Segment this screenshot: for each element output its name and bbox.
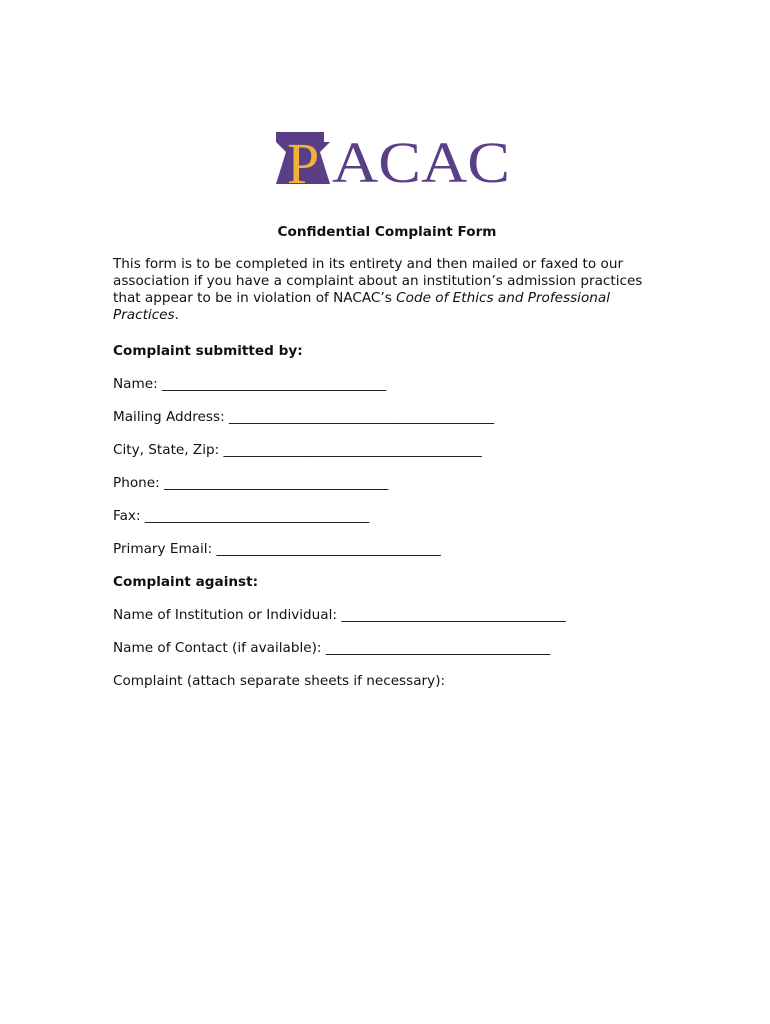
- mailing-address-field[interactable]: [113, 409, 661, 426]
- phone-blank[interactable]: _________________________________: [164, 475, 389, 491]
- logo-letters-acac: ACAC: [332, 130, 510, 188]
- city-state-zip-blank[interactable]: ______________________________________: [223, 442, 482, 458]
- name-label: Name:: [113, 376, 158, 392]
- contact-name-blank[interactable]: _________________________________: [325, 640, 551, 656]
- fax-field[interactable]: [113, 508, 661, 525]
- mailing-address-label: Mailing Address:: [113, 409, 225, 425]
- fax-label: Fax:: [113, 508, 141, 524]
- complaint-form: [113, 224, 661, 706]
- primary-email-blank[interactable]: _________________________________: [216, 541, 441, 557]
- phone-label: Phone:: [113, 475, 160, 491]
- name-field[interactable]: [113, 376, 661, 393]
- pacac-logo: [274, 126, 514, 188]
- primary-email-field[interactable]: [113, 541, 661, 558]
- fax-blank[interactable]: _________________________________: [144, 508, 370, 524]
- code-of-ethics-reference: Code of Ethics and Professional Practices: [113, 290, 611, 323]
- city-state-zip-field[interactable]: [113, 442, 661, 459]
- logo-letter-p: P: [287, 131, 320, 188]
- intro-text: This form is to be completed in its entirety and then mailed or faxed to our association if you have a complaint about an institution’s admission practices that appear to be in violation of NACAC’s: [113, 256, 643, 306]
- institution-name-field[interactable]: [113, 607, 661, 624]
- form-title: Confidential Complaint Form: [277, 224, 497, 240]
- phone-field[interactable]: [113, 475, 661, 492]
- institution-name-blank[interactable]: _________________________________: [341, 607, 566, 623]
- primary-email-label: Primary Email:: [113, 541, 213, 557]
- name-blank[interactable]: _________________________________: [162, 376, 387, 392]
- form-intro: [113, 256, 661, 324]
- pacac-logo-graphic: [274, 126, 514, 188]
- contact-name-field[interactable]: [113, 640, 661, 657]
- intro-period: .: [174, 307, 179, 323]
- complaint-against-heading: Complaint against:: [113, 574, 259, 590]
- contact-name-label: Name of Contact (if available):: [113, 640, 322, 656]
- complaint-label: Complaint (attach separate sheets if necessary):: [113, 673, 446, 689]
- submitted-by-heading: Complaint submitted by:: [113, 343, 303, 359]
- institution-name-label: Name of Institution or Individual:: [113, 607, 337, 623]
- city-state-zip-label: City, State, Zip:: [113, 442, 220, 458]
- mailing-address-blank[interactable]: _______________________________________: [229, 409, 495, 425]
